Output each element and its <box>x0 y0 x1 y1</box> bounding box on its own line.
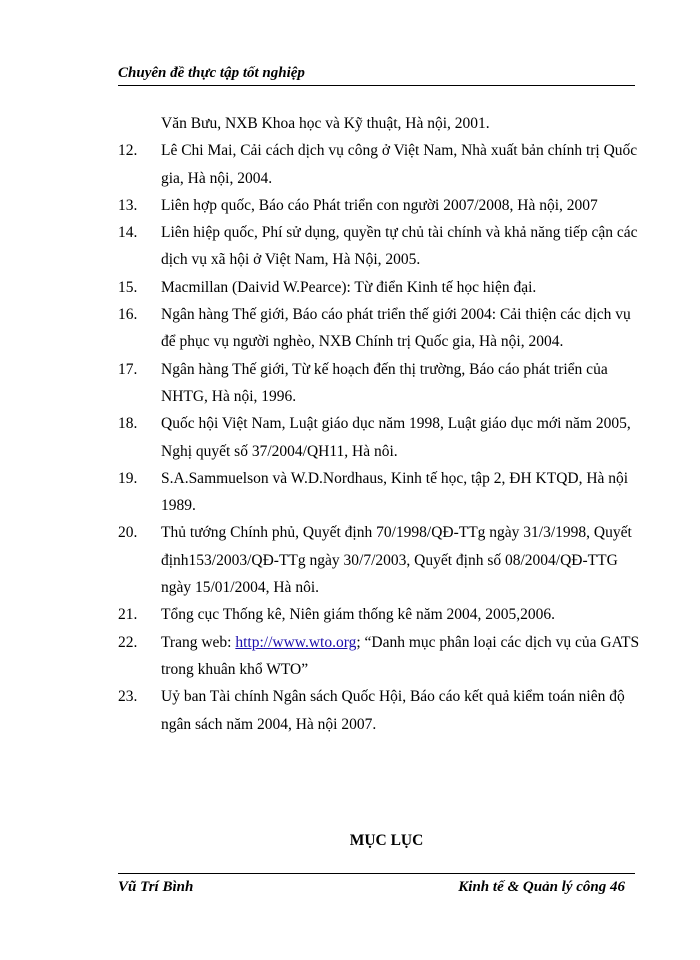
reference-item <box>118 683 643 738</box>
reference-text: Liên hiệp quốc, Phí sử dụng, quyền tự chủ tài chính và khả năng tiếp cận các dịch vụ xã hội ở Việt Nam, Hà Nội, 2005. <box>161 224 638 269</box>
reference-item <box>118 601 643 628</box>
page-header <box>118 63 635 86</box>
reference-text: Ngân hàng Thế giới, Từ kế hoạch đến thị trường, Báo cáo phát triển của NHTG, Hà nội, 1996. <box>161 360 608 405</box>
reference-number: 13. <box>118 196 138 214</box>
reference-list <box>118 110 643 738</box>
reference-text: Uỷ ban Tài chính Ngân sách Quốc Hội, Báo cáo kết quả kiểm toán niên độ ngân sách năm 2004, Hà nội 2007. <box>161 688 625 733</box>
reference-text: Văn Bưu, NXB Khoa học và Kỹ thuật, Hà nội, 2001. <box>161 115 490 132</box>
reference-number: 14. <box>118 224 138 242</box>
reference-number: 16. <box>118 306 138 324</box>
reference-continuation <box>118 110 643 137</box>
reference-number: 19. <box>118 469 138 487</box>
reference-number: 15. <box>118 278 138 296</box>
reference-number: 20. <box>118 524 138 542</box>
header-title: Chuyên đề thực tập tốt nghiệp <box>118 65 305 81</box>
reference-number: 17. <box>118 360 138 378</box>
reference-item <box>118 137 643 192</box>
reference-number: 21. <box>118 606 138 624</box>
reference-text: Thủ tướng Chính phủ, Quyết định 70/1998/QĐ-TTg ngày 31/3/1998, Quyết định153/2003/QĐ-TTg ngày 30/7/2003, Quyết định số 08/2004/QĐ-TTG ngày 15/01/2004, Hà nôi. <box>161 524 632 597</box>
reference-text: Ngân hàng Thế giới, Báo cáo phát triển thế giới 2004: Cải thiện các dịch vụ để phục vụ người nghèo, NXB Chính trị Quốc gia, Hà nội, 2004. <box>161 306 631 351</box>
reference-number: 18. <box>118 415 138 433</box>
reference-text: Tổng cục Thống kê, Niên giám thống kê năm 2004, 2005,2006. <box>161 606 556 624</box>
reference-item <box>118 219 643 274</box>
table-of-contents-heading: MỤC LỤC <box>349 832 424 849</box>
wto-website-link[interactable]: http://www.wto.org <box>235 633 357 651</box>
reference-item <box>118 356 643 411</box>
reference-text: S.A.Sammuelson và W.D.Nordhaus, Kinh tế học, tập 2, ĐH KTQD, Hà nội 1989. <box>161 469 629 515</box>
page-footer <box>118 873 635 898</box>
footer-author: Vũ Trí Bình <box>118 879 194 895</box>
reference-suffix: ; “Danh mục phân loại các dịch vụ của GATS trong khuân khổ WTO” <box>161 633 640 678</box>
reference-prefix: Trang web: <box>161 633 236 651</box>
reference-number: 22. <box>118 633 138 651</box>
reference-item <box>118 629 643 684</box>
footer-course-page: Kinh tế & Quản lý công 46 <box>458 879 625 895</box>
reference-item <box>118 274 643 301</box>
reference-text: Macmillan (Daivid W.Pearce): Từ điển Kinh tế học hiện đại. <box>161 278 537 296</box>
reference-text: Liên hợp quốc, Báo cáo Phát triển con người 2007/2008, Hà nội, 2007 <box>161 196 598 214</box>
reference-number: 12. <box>118 142 138 160</box>
reference-item <box>118 192 643 219</box>
reference-item <box>118 410 643 465</box>
reference-item <box>118 465 643 520</box>
reference-item <box>118 301 643 356</box>
reference-text: Quốc hội Việt Nam, Luật giáo dục năm 1998, Luật giáo dục mới năm 2005, Nghị quyết số 37/2004/QH11, Hà nôi. <box>161 415 631 460</box>
reference-number: 23. <box>118 688 138 706</box>
reference-item <box>118 519 643 601</box>
reference-text: Lê Chi Mai, Cải cách dịch vụ công ở Việt Nam, Nhà xuất bản chính trị Quốc gia, Hà nội, 2004. <box>161 142 638 187</box>
